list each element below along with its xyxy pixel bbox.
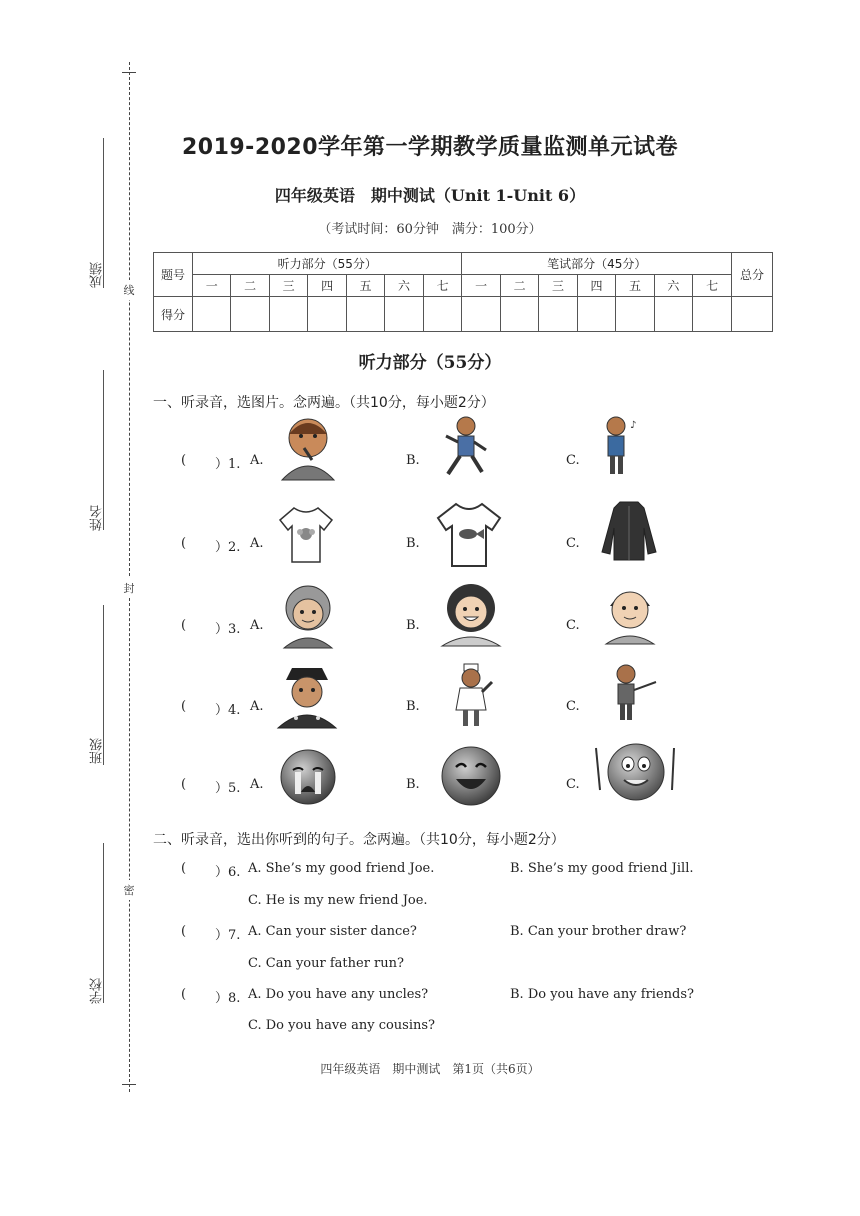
option-c-sentence: C. He is my new friend Joe. [248,893,428,908]
option-a-label: A. [250,536,264,551]
question-number[interactable]: ）3. [215,622,241,637]
binding-dashed-line [129,62,130,1092]
option-b-sentence: B. She’s my good friend Jill. [510,861,694,876]
score-table [153,252,773,332]
writing-col: 三 [539,275,577,297]
option-a-label: A. [250,453,264,468]
option-a-sentence: A. Do you have any uncles? [248,987,429,1002]
option-c-label: C. [566,453,580,468]
option-c-label: C. [566,618,580,633]
svg-text:♪: ♪ [630,420,637,431]
t-shirt-flower-icon[interactable] [276,502,336,566]
listening-col: 六 [385,275,423,297]
score-cell[interactable] [539,297,577,332]
option-c-label: C. [566,777,580,792]
part1-heading: 一、听录音，选图片。念两遍。（共10分，每小题2分） [153,395,495,411]
total-score-cell[interactable] [732,297,773,332]
option-a-label: A. [250,618,264,633]
exam-info: （考试时间：60分钟 满分：100分） [318,222,542,237]
listening-col: 五 [346,275,384,297]
writing-col: 六 [654,275,692,297]
total-header: 总分 [732,253,773,297]
question-number[interactable]: ）6. [215,865,241,880]
score-cell[interactable] [385,297,423,332]
option-b-label: B. [406,777,420,792]
man-face-icon[interactable] [600,580,660,646]
question-number[interactable]: ）8. [215,991,241,1006]
bind-mark-feng: 封 [121,578,137,598]
question-number[interactable]: ）2. [215,540,241,555]
listening-header: 听力部分（55分） [193,253,462,275]
score-cell[interactable] [654,297,692,332]
option-c-sentence: C. Do you have any cousins? [248,1018,436,1033]
option-b-label: B. [406,536,420,551]
question-number-label: 题号 [154,253,193,297]
listening-col: 二 [231,275,269,297]
question-number[interactable]: ）5. [215,781,241,796]
answer-paren-open: ( [181,453,187,468]
listening-col: 三 [269,275,307,297]
woman-smiling-icon[interactable] [436,582,506,648]
score-cell[interactable] [308,297,346,332]
option-b-sentence: B. Do you have any friends? [510,987,694,1002]
question-number[interactable]: ）1. [215,457,241,472]
option-b-label: B. [406,618,420,633]
boy-singing-icon[interactable] [598,414,644,478]
listening-section-title: 听力部分（55分） [358,353,502,373]
score-row-label: 得分 [154,297,193,332]
nurse-icon[interactable] [446,662,496,730]
option-c-sentence: C. Can your father run? [248,956,404,971]
answer-paren-open: ( [181,536,187,551]
t-shirt-fish-icon[interactable] [434,498,504,570]
writing-col: 五 [616,275,654,297]
writing-col: 四 [577,275,615,297]
label-name: 姓名 [90,505,105,531]
part2-heading: 二、听录音，选出你听到的句子。念两遍。（共10分，每小题2分） [153,832,565,848]
option-a-sentence: A. She’s my good friend Joe. [248,861,435,876]
boy-running-icon[interactable] [440,414,490,484]
listening-col: 四 [308,275,346,297]
score-cell[interactable] [423,297,462,332]
grandmother-icon[interactable] [276,584,340,650]
teacher-icon[interactable] [606,662,662,724]
option-b-label: B. [406,699,420,714]
class-underline [103,605,104,765]
option-a-sentence: A. Can your sister dance? [248,924,417,939]
school-underline [103,843,104,1003]
answer-paren-open: ( [181,861,187,876]
answer-paren-open: ( [181,618,187,633]
writing-header: 笔试部分（45分） [462,253,732,275]
bind-mark-xian: 线 [121,280,137,300]
score-cell[interactable] [231,297,269,332]
option-a-label: A. [250,777,264,792]
score-cell[interactable] [269,297,307,332]
exam-title: 2019-2020学年第一学期教学质量监测单元试卷 [181,135,679,160]
score-cell[interactable] [577,297,615,332]
option-a-label: A. [250,699,264,714]
answer-paren-open: ( [181,987,187,1002]
boy-with-pencil-icon[interactable] [278,414,338,482]
name-underline [103,370,104,530]
crying-face-icon[interactable] [279,748,337,806]
laughing-face-icon[interactable] [440,745,502,807]
question-number[interactable]: ）4. [215,703,241,718]
score-cell[interactable] [616,297,654,332]
writing-col: 二 [500,275,538,297]
listening-col: 一 [193,275,231,297]
writing-col: 一 [462,275,500,297]
option-c-label: C. [566,536,580,551]
label-class: 班级 [90,738,105,764]
answer-paren-open: ( [181,777,187,792]
coat-icon[interactable] [596,500,662,562]
page-footer: 四年级英语 期中测试 第1页（共6页） [320,1062,540,1076]
question-number[interactable]: ）7. [215,928,241,943]
score-cell[interactable] [693,297,732,332]
hungry-face-icon[interactable] [588,740,684,806]
score-cell[interactable] [346,297,384,332]
label-school: 学校 [90,978,105,1004]
exam-subtitle: 四年级英语 期中测试（Unit 1-Unit 6） [274,186,586,205]
option-c-label: C. [566,699,580,714]
answer-paren-open: ( [181,699,187,714]
score-cell[interactable] [500,297,538,332]
answer-paren-open: ( [181,924,187,939]
score-cell[interactable] [462,297,500,332]
writing-col: 七 [693,275,732,297]
label-score: 成绩 [90,262,105,288]
police-officer-icon[interactable] [276,664,338,730]
listening-col: 七 [423,275,462,297]
bind-mark-mi: 密 [121,880,137,900]
score-cell[interactable] [193,297,231,332]
option-b-sentence: B. Can your brother draw? [510,924,687,939]
option-b-label: B. [406,453,420,468]
